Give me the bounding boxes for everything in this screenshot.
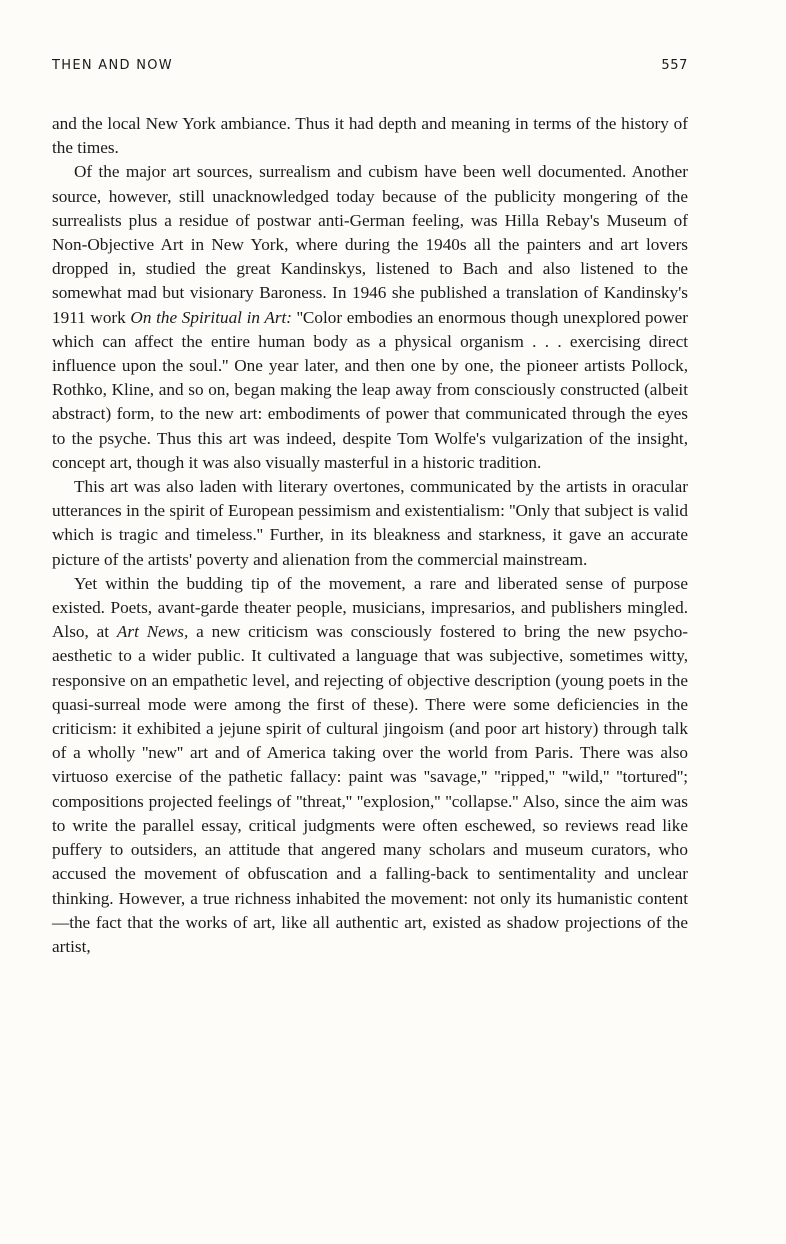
running-head	[52, 58, 688, 94]
text-run: and the local New York ambiance. Thus it had depth and meaning in terms of the history of the times.	[52, 114, 688, 158]
running-head-title: THEN AND NOW	[52, 58, 173, 73]
book-page	[52, 58, 688, 959]
paragraph	[52, 572, 688, 959]
italic-book-title: On the Spiritual in Art:	[130, 307, 293, 327]
text-run: Of the major art sources, surrealism and cubism have been well documented. Another source, however, still unacknowledged today because of the publicity mongering of the surrealists plus a residue of postwar anti-German feeling, was Hilla Rebay's Museum of Non-Objective Art in New York, where during the 1940s all the painters and art lovers dropped in, studied the great Kandinskys, listened to Bach and also listened to the somewhat mad but visionary Baroness. In 1946 she published a translation of Kandinsky's 1911 work	[52, 162, 688, 327]
body-text	[52, 112, 688, 959]
text-run: Yet within the budding tip of the movement, a rare and liberated sense of purpose existed. Poets, avant-garde theater people, musicians, impresarios, and publishers mingled. Also, at	[52, 573, 688, 642]
text-run: ''Color embodies an enormous though unexplored power which can affect the entire human body as a physical organism . . . exercising direct influence upon the soul.'' One year later, and then one by one, the pioneer artists Pollock, Rothko, Kline, and so on, began making the leap away from consciously constructed (albeit abstract) form, to the new art: embodiments of power that communicated through the eyes to the psyche. Thus this art was indeed, despite Tom Wolfe's vulgarization of the insight, concept art, though it was also visually masterful in a historic tradition.	[52, 307, 689, 472]
paragraph	[52, 160, 688, 475]
text-run: This art was also laden with literary overtones, communicated by the artists in oracular utterances in the spirit of European pessimism and existentialism: ''Only that subject is valid which is tragic and timeless.'' Further, in its bleakness and starkness, it gave an accurate picture of the artists' poverty and alienation from the commercial mainstream.	[52, 477, 688, 569]
italic-publication-title: Art News,	[116, 622, 189, 642]
paragraph	[52, 475, 688, 572]
paragraph-continued	[52, 112, 688, 160]
page-number: 557	[661, 58, 688, 73]
text-run: a new criticism was consciously fostered to bring the new psycho-aesthetic to a wider public. It cultivated a language that was subjective, sometimes witty, responsive on an empathetic level, and rejecting of objective description (young poets in the quasi-surreal mode were among the first of these). There were some deficiencies in the criticism: it exhibited a jejune spirit of cultural jingoism (and poor art history) through talk of a wholly ''new'' art and of America taking over the world from Paris. There was also virtuoso exercise of the pathetic fallacy: paint was ''savage,'' ''ripped,'' ''wild,'' ''tortured''; compositions projected feelings of ''threat,'' ''explosion,'' ''collapse.'' Also, since the aim was to write the parallel essay, critical judgments were often eschewed, so reviews read like puffery to outsiders, an attitude that angered many scholars and museum curators, who accused the movement of obfuscation and a falling-back to sentimentality and unclear thinking. However, a true richness inhabited the movement: not only its humanistic content—the fact that the works of art, like all authentic art, existed as shadow projections of the artist,	[52, 622, 689, 956]
